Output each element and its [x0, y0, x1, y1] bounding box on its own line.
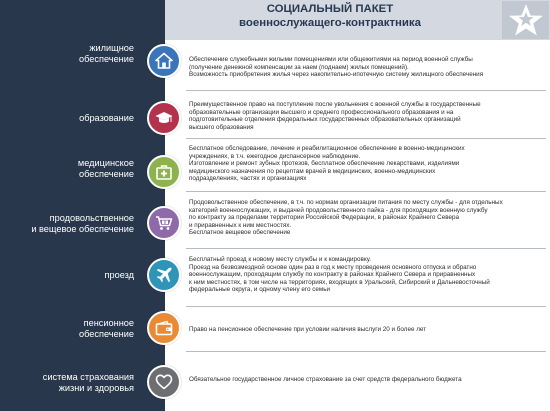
category-circle-provision — [147, 206, 181, 240]
category-label-provision: продовольственное и вещевое обеспечение — [31, 213, 134, 234]
category-label-insurance: система страхования жизни и здоровья — [42, 372, 134, 393]
star-emblem-icon — [505, 2, 547, 38]
category-circle-medical — [147, 155, 181, 189]
description-housing: Обеспечение служебными жилыми помещениями или общежитиями на период военной службы (получение денежной компенсации за наем (поднаем) жилых помещений). Возможность приобретения жилья через накопительно-ипотечную систему жилищного обеспечения — [189, 56, 484, 79]
house-icon — [155, 52, 173, 70]
emblem — [502, 1, 549, 39]
divider — [186, 248, 546, 249]
wallet-icon — [155, 319, 173, 337]
page-title — [175, 2, 485, 30]
divider — [186, 306, 546, 307]
divider — [186, 90, 546, 91]
description-provision: Продовольственное обеспечение, в т.ч. по нормам организации питания по месту службы - для отдельных категорий военнослужащих, и выдачей продовольственного пайка - для проходящих военную службу по контракту за пределами территории Российской Федерации, в районах Крайнего Севера и приравненных к ним местностях. Бесплатное вещевое обеспечение — [189, 199, 503, 237]
description-medical: Бесплатное обследование, лечение и реабилитационное обеспечение в военно-медицинских учреждениях, в т.ч. ежегодное диспансерное наблюдение. Изготовление и ремонт зубных протезов, бесплатное обеспечение лекарствами, изделиями медицинского назначения по рецептам врачей в медицинских, военно-медицинских подразделениях, частях и организациях — [189, 145, 465, 183]
title-line-2: военнослужащего-контрактника — [239, 17, 421, 29]
divider — [186, 138, 546, 139]
category-circle-insurance — [147, 365, 181, 399]
shopping-cart-icon — [155, 214, 173, 232]
category-label-education: образование — [79, 113, 134, 123]
description-insurance: Обязательное государственное личное страхование за счет средств федерального бюджета — [189, 376, 462, 383]
divider — [186, 191, 546, 192]
heart-icon — [155, 373, 173, 391]
category-label-pension: пенсионное обеспечение — [79, 318, 134, 339]
description-travel: Бесплатный проезд к новому месту службы и к командировку. Проезд на безвозмездной основе один раз в год к месту проведения основного отпуска и обратно военнослужащим, проходящим службу по контракту в районах Крайнего Севера и приравненных к ним местностях, в том числе на территориях, входящих в Уральский, Сибирский и Дальневосточный федеральные округа, и одному члену его семьи — [189, 256, 490, 294]
category-circle-travel — [147, 258, 181, 292]
airplane-icon — [155, 266, 173, 284]
category-label-housing: жилищное обеспечение — [79, 43, 134, 64]
title-line-1: СОЦИАЛЬНЫЙ ПАКЕТ — [266, 3, 394, 15]
first-aid-kit-icon — [155, 163, 173, 181]
category-circle-education — [147, 101, 181, 135]
category-circle-pension — [147, 311, 181, 345]
divider — [186, 351, 546, 352]
description-pension: Право на пенсионное обеспечение при условии наличия выслуги 20 и более лет — [189, 326, 427, 333]
category-label-travel: проезд — [104, 270, 134, 280]
category-label-medical: медицинское обеспечение — [77, 158, 134, 179]
graduation-cap-icon — [155, 109, 173, 127]
category-circle-housing — [147, 44, 181, 78]
description-education: Преимущественное право на поступление после увольнения с военной службы в государственные образовательные организации высшего и среднего профессионального образования и на подготовительные отделения федеральных государственных образовательных организаций высшего образования — [189, 101, 481, 131]
